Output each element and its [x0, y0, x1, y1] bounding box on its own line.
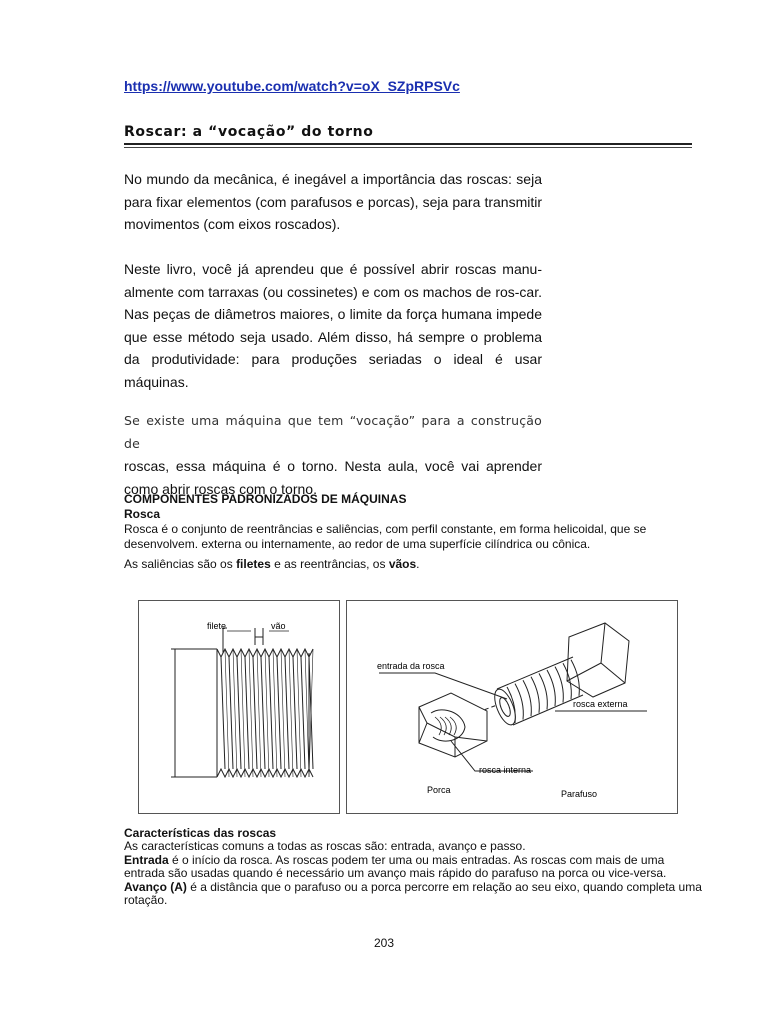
characteristics-text [124, 840, 704, 908]
thread-line [297, 649, 301, 777]
thread-line [261, 657, 265, 769]
thread-profile-drawing [139, 601, 339, 813]
paragraph-lathe-rest: roscas, essa máquina é o torno. Nesta aula, você vai aprender como abrir roscas com o torno. [124, 458, 542, 497]
characteristics-intro: As características comuns a todas as roscas são: entrada, avanço e passo. [124, 839, 526, 853]
thread-line [249, 649, 253, 777]
thread-line [229, 657, 233, 769]
page-number: 203 [373, 936, 395, 950]
label-porca: Porca [427, 785, 451, 795]
term-entrada: Entrada [124, 852, 169, 867]
bolt-thread [515, 684, 523, 720]
label-filete: filete [207, 621, 227, 631]
paragraph-lathe [124, 410, 542, 500]
term-filetes: filetes [236, 557, 271, 571]
bolt-thread [523, 680, 531, 716]
avanco-text: é a distância que o parafuso ou a porca percorre em relação ao seu eixo, quando completa uma rotação. [124, 879, 702, 907]
label-entrada: entrada da rosca [377, 661, 445, 671]
figure-bolt-nut [346, 600, 678, 814]
saliencias-end: . [416, 557, 420, 571]
bolt-thread [547, 670, 555, 706]
thread-line [233, 649, 237, 777]
bolt-thread [531, 677, 539, 713]
thread-line [221, 657, 225, 769]
label-externa: rosca externa [573, 699, 628, 709]
paragraph-intro: No mundo da mecânica, é inegável a importância das roscas: seja para fixar elementos (com parafusos e porcas), seja para transmitir movimentos (com eixos roscados). [124, 171, 542, 232]
bolt-thread [539, 673, 547, 709]
thread-line [241, 649, 245, 777]
thread-line [245, 657, 249, 769]
rosca-subheading: Rosca [124, 507, 161, 521]
thread-line [301, 657, 305, 769]
thread-line [253, 657, 257, 769]
term-avanco: Avanço (A) [124, 879, 187, 894]
paragraph-book: Neste livro, você já aprendeu que é possível abrir roscas manu-almente com tarraxas (ou cossinetes) e com os machos de ros-car. Nas peças de diâmetros maiores, o limite da força humana impede que esse método seja usado. Além disso, há sempre o problema da produtividade: para produções seriadas o ideal é usar máquinas. [124, 261, 542, 390]
figure-thread-profile [138, 600, 340, 814]
components-heading: COMPONENTES PADRONIZADOS DE MÁQUINAS [124, 492, 407, 506]
thread-line [285, 657, 289, 769]
saliencias-text [124, 557, 704, 572]
thread-line [237, 657, 241, 769]
title-rule-thin [124, 147, 692, 148]
bolt-nut-drawing [347, 601, 677, 813]
saliencias-mid: e as reentrâncias, os [270, 557, 389, 571]
thread-line [293, 657, 297, 769]
characteristics-heading: Características das roscas [124, 826, 277, 840]
thread-line [257, 649, 261, 777]
video-link[interactable]: https://www.youtube.com/watch?v=oX_SZpRPSVc [124, 78, 460, 94]
label-parafuso: Parafuso [561, 789, 598, 799]
bolt-thread [555, 667, 563, 703]
thread-line [289, 649, 293, 777]
thread-line [277, 657, 281, 769]
section-title: Roscar: a “vocação” do torno [124, 124, 374, 140]
thread-line [269, 657, 273, 769]
entrada-text: é o início da rosca. As roscas podem ter uma ou mais entradas. As roscas com mais de uma entrada são usadas quando é necessário um avanço mais rápido do parafuso na porca ou vice-versa. [124, 852, 667, 880]
paragraph-lathe-line1: Se existe uma máquina que tem “vocação” para a construção de [124, 413, 542, 451]
thread-line [273, 649, 277, 777]
title-rule-thick [124, 143, 692, 145]
thread-line [305, 649, 309, 777]
thread-line [225, 649, 229, 777]
rosca-definition: Rosca é o conjunto de reentrâncias e saliências, com perfil constante, em forma helicoidal, que se desenvolvem. externa ou internamente, ao redor de uma superfície cilíndrica ou cônica. [124, 522, 647, 551]
saliencias-pre: As saliências são os [124, 557, 237, 571]
thread-line [281, 649, 285, 777]
label-interna: rosca interna [479, 765, 532, 775]
label-vao: vão [271, 621, 286, 631]
term-vaos: vãos [388, 557, 417, 571]
thread-line [265, 649, 269, 777]
